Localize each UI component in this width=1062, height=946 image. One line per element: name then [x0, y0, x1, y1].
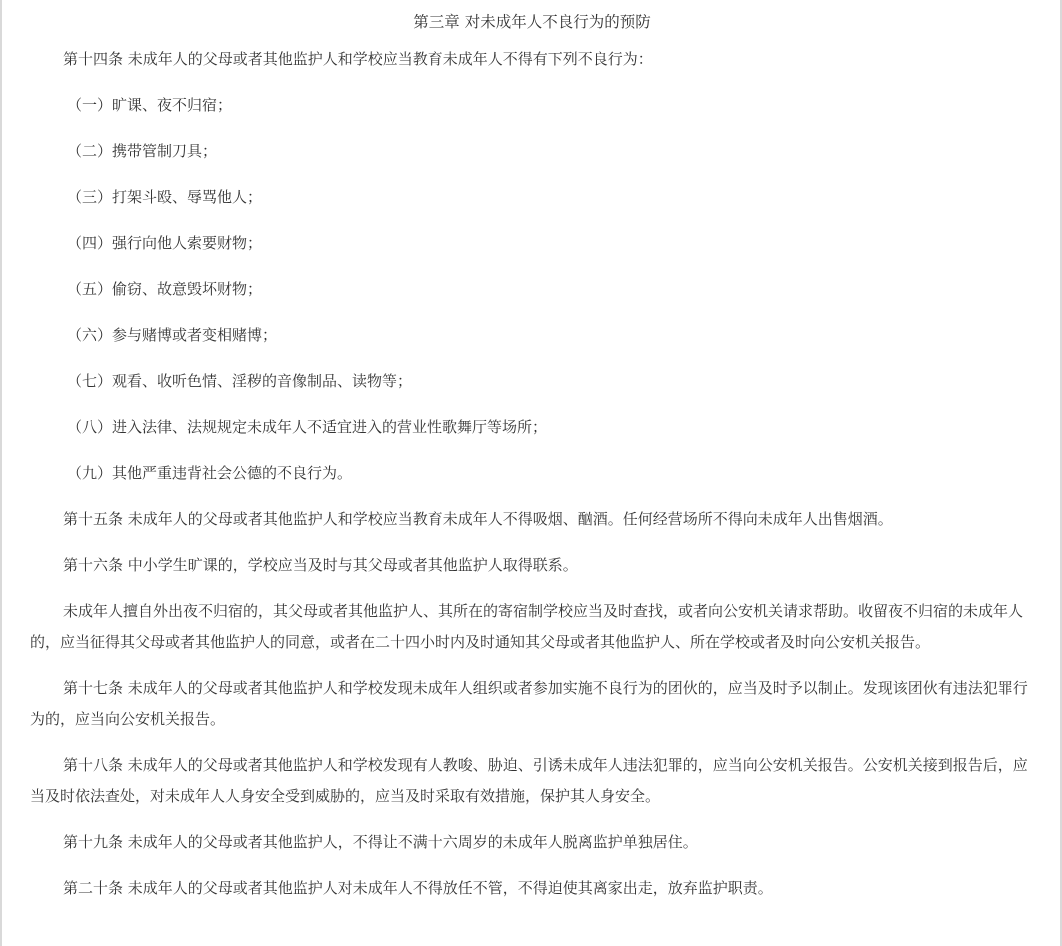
article-15: 第十五条 未成年人的父母或者其他监护人和学校应当教育未成年人不得吸烟、酗酒。任何经营场所不得向未成年人出售烟酒。 [63, 510, 893, 528]
article-18: 第十八条 未成年人的父母或者其他监护人和学校发现有人教唆、胁迫、引诱未成年人违法犯罪的，应当向公安机关报告。公安机关接到报告后，应当及时依法查处，对未成年人人身安全受到威胁的，应当及时采取有效措施，保护其人身安全。 [30, 756, 1028, 805]
article-14-item: （三）打架斗殴、辱骂他人； [67, 188, 263, 206]
article-16: 第十六条 中小学生旷课的，学校应当及时与其父母或者其他监护人取得联系。 [63, 556, 578, 574]
document-body [30, 0, 1034, 904]
article-14-item: （五）偷窃、故意毁坏财物； [67, 280, 263, 298]
page-border-left [0, 0, 2, 946]
article-16-paragraph-2: 未成年人擅自外出夜不归宿的，其父母或者其他监护人、其所在的寄宿制学校应当及时查找，或者向公安机关请求帮助。收留夜不归宿的未成年人的，应当征得其父母或者其他监护人的同意，或者在二十四小时内及时通知其父母或者其他监护人、所在学校或者及时向公安机关报告。 [30, 602, 1024, 651]
article-14-item: （八）进入法律、法规规定未成年人不适宜进入的营业性歌舞厅等场所； [67, 418, 548, 436]
article-14-intro: 第十四条 未成年人的父母或者其他监护人和学校应当教育未成年人不得有下列不良行为： [63, 50, 653, 68]
article-14-item: （二）携带管制刀具； [67, 142, 218, 160]
chapter-title: 第三章 对未成年人不良行为的预防 [413, 13, 651, 31]
article-14-item: （九）其他严重违背社会公德的不良行为。 [67, 464, 353, 482]
article-19: 第十九条 未成年人的父母或者其他监护人，不得让不满十六周岁的未成年人脱离监护单独居住。 [63, 833, 698, 851]
article-17: 第十七条 未成年人的父母或者其他监护人和学校发现未成年人组织或者参加实施不良行为的团伙的，应当及时予以制止。发现该团伙有违法犯罪行为的，应当向公安机关报告。 [30, 679, 1028, 728]
article-14-item: （六）参与赌博或者变相赌博； [67, 326, 278, 344]
article-14-item: （一）旷课、夜不归宿； [67, 96, 233, 114]
article-14-item: （七）观看、收听色情、淫秽的音像制品、读物等； [67, 372, 413, 390]
article-14-item: （四）强行向他人索要财物； [67, 234, 263, 252]
article-20: 第二十条 未成年人的父母或者其他监护人对未成年人不得放任不管，不得迫使其离家出走，放弃监护职责。 [63, 879, 773, 897]
